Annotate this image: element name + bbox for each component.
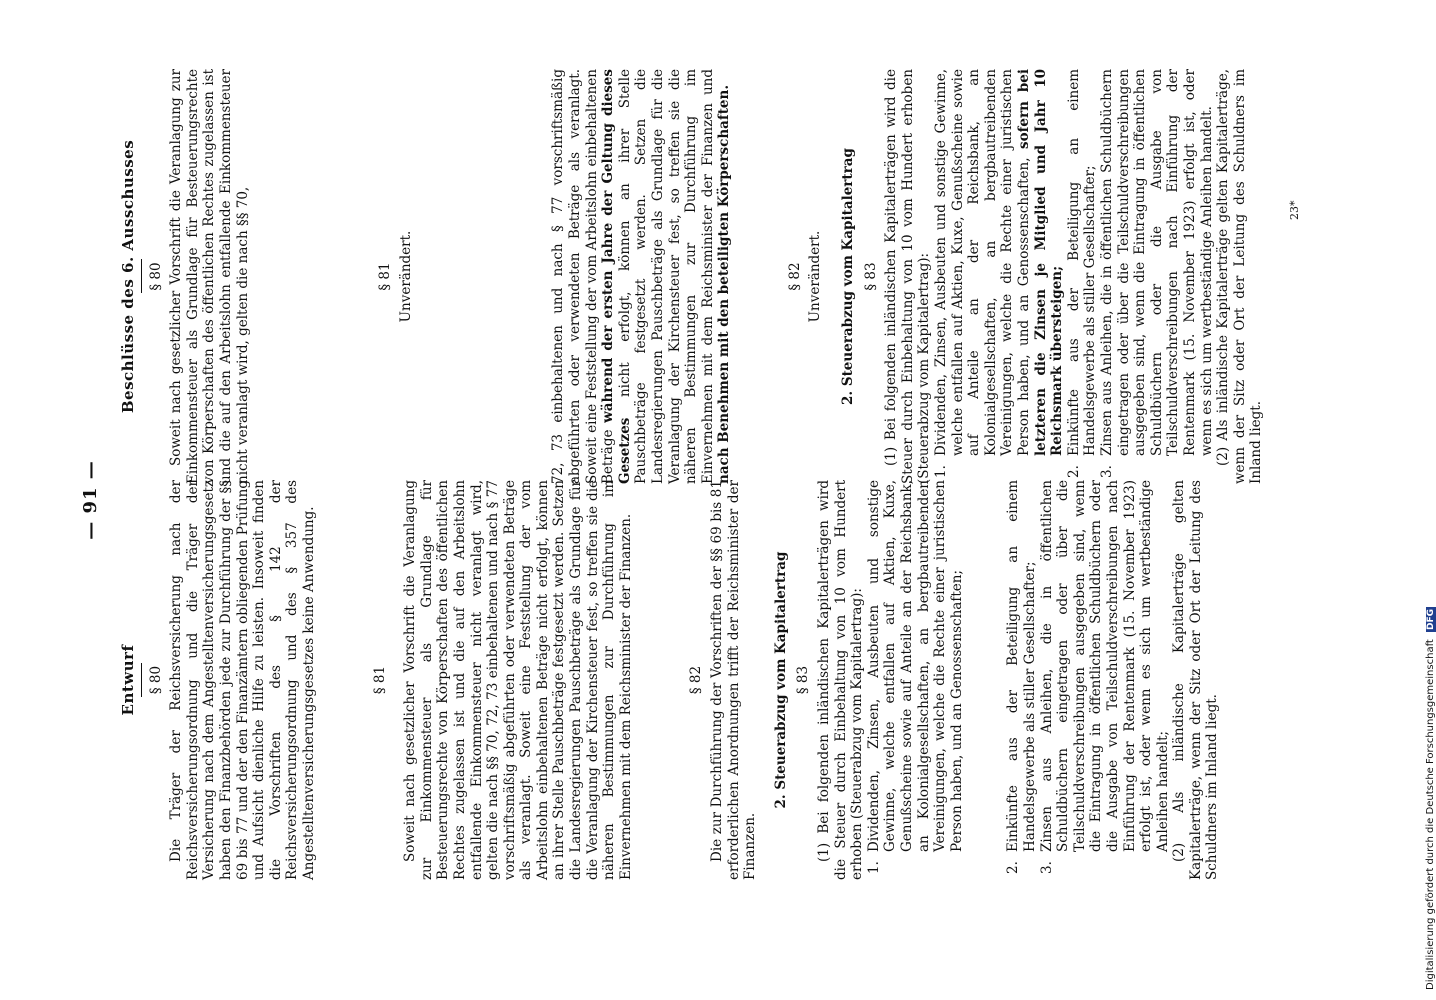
section-80-text: Die Träger der Reichsversicherung nach der Reichsversicherungsordnung und die Träger der Versicherung nach dem Angestelltenversicherungsgesetz haben den Finanzbehörden jede zur Durchführung der §§ 69 bis 77 und der den Finanzämtern obliegenden Prüfung und Aufsicht dienliche Hilfe zu leisten. Insoweit finden die Vorschriften des § 142 der Reichsversicherungsordnung und des § 357 des Angestelltenversicherungsgesetzes keine Anwendung. [168,480,317,880]
section-heading-81: § 81 [377,262,394,291]
digitization-credit [1416,10,1434,990]
section-83-para-1: (1) Bei folgenden inländischen Kapitalerträgen wird die Steuer durch Einbehaltung von 10 vom Hundert erhoben (Steuerabzug vom Kapitalertrag): [883,69,933,484]
column-title-entwurf: Entwurf [119,644,137,716]
section-heading-83: § 83 [795,665,812,695]
list-item: 1. Dividenden, Zinsen, Ausbeuten und sonstige Gewinne, welche entfallen auf Aktien, Kuxe, Genußscheine sowie auf Anteile an der Reichsbank, an Kolonialgesellschaften, an bergbautreibenden Vereinigungen, welche die Rechte einer juristischen Person haben, und an Genossenschaften, sofern bei letzteren die Zinsen je Mitglied und Jahr 10 Reichsmark übersteigen; [933,69,1066,478]
amendment-bold-3: sofern bei letzteren die Zinsen je Mitglied und Jahr 10 Reichsmark übersteigen; [1016,69,1066,456]
section-80-continuation: 72, 73 einbehaltenen und nach § 77 vorschriftsmäßig abgeführten oder verwendeten Beträge als veranlagt. Soweit eine Feststellung der vom Arbeitslohn einbehaltenen Beträge während der ersten Jahre der Geltung dieses Gesetzes nicht erfolgt, können an ihrer Stelle Pauschbeträge festgesetzt werden. Setzen die Landesregierungen Pauschbeträge als Grundlage für die Veranlagung der Kirchensteuer fest, so treffen sie die näheren Bestimmungen zur Durchführung im Einvernehmen mit dem Reichsminister der Finanzen und nach Benehmen mit den beteiligten Körperschaften. [550,69,733,484]
section-heading-83: § 83 [862,262,879,291]
column-beschluesse [120,69,1265,484]
amendment-bold-1: während der ersten Jahre der Geltung dieses Gesetzes [600,69,633,484]
section-83-para-2: (2) Als inländische Kapitalerträge gelten Kapitalerträge, wenn der Sitz oder Ort der Leitung des Schuldners im Inland liegt. [1215,69,1265,484]
section-82-unchanged: Unverändert. [807,230,824,323]
list-item: 2. Einkünfte aus der Beteiligung an einem Handelsgewerbe als stiller Gesellschafter; [1065,69,1099,478]
section-heading-80: § 80 [147,262,164,291]
amendment-bold-2: nach Benehmen mit den beteiligten Körperschaften. [716,84,733,484]
section-81-text: Soweit nach gesetzlicher Vorschrift die Veranlagung zur Einkommensteuer als Grundlage für Besteuerungsrechte von Körperschaften des öffentlichen Rechtes zugelassen ist und die auf den Arbeitslohn entfallende Einkommensteuer nicht veranlagt wird, gelten die nach §§ 70, 72, 73 einbehaltenen und nach § 77 vorschriftsmäßig abgeführten oder verwendeten Beträge als veranlagt. Soweit eine Feststellung der vom Arbeitslohn einbehaltenen Beträge nicht erfolgt, können an ihrer Stelle Pauschbeträge festgesetzt werden. Setzen die Landesregierungen Pauschbeträge als Grundlage für die Veranlagung der Kirchensteuer fest, so treffen sie die näheren Bestimmungen zur Durchführung im Einvernehmen mit dem Reichsminister der Finanzen. [402,480,634,880]
subheading-steuerabzug: 2. Steuerabzug vom Kapitalertrag [772,551,789,809]
column-title-beschluesse: Beschlüsse des 6. Ausschusses [119,139,137,414]
signature-footnote: 23* [1288,200,1301,220]
title-rule [141,260,142,294]
section-83-para-2: (2) Als inländische Kapitalerträge gelten Kapitalerträge, wenn der Sitz oder Ort der Leitung des Schuldners im Inland liegt. [1171,480,1221,880]
section-83-para-1: (1) Bei folgenden inländischen Kapitalerträgen wird die Steuer durch Einbehaltung von 10 vom Hundert erhoben (Steuerabzug vom Kapitalertrag): [816,480,866,880]
subheading-steuerabzug: 2. Steuerabzug vom Kapitalertrag [840,148,857,405]
list-item: 3. Zinsen aus Anleihen, die in öffentlichen Schuldbüchern eingetragen oder über die Teilschuldverschreibungen ausgegeben sind, wenn die Eintragung in öffentlichen Schuldbüchern oder die Ausgabe von Teilschuldverschreibungen nach Einführung der Rentenmark (15. November 1923) erfolgt ist, oder wenn es sich um wertbeständige Anleihen handelt; [1038,480,1171,874]
page-number: — 91 — [80,460,101,540]
title-rule [141,663,142,697]
section-heading-80: § 80 [147,665,164,695]
list-item: 2. Einkünfte aus der Beteiligung an einem Handelsgewerbe als stiller Gesellschafter; [1005,480,1038,874]
dfg-logo: DFG [1426,608,1436,630]
section-82-text: Die zur Durchführung der Vorschriften der §§ 69 bis 81 erforderlichen Anordnungen trifft der Reichsminister der Finanzen. [709,480,759,880]
section-heading-82: § 82 [688,665,705,695]
list-item: 3. Zinsen aus Anleihen, die in öffentlichen Schuldbüchern eingetragen oder über die Teilschuldverschreibungen ausgegeben sind, wenn die Eintragung in öffentlichen Schuldbüchern oder die Ausgabe von Teilschuldverschreibungen nach Einführung der Rentenmark (15. November 1923) erfolgt ist, oder wenn es sich um wertbeständige Anleihen handelt. [1098,69,1215,478]
section-heading-82: § 82 [786,262,803,291]
column-entwurf [120,480,1221,880]
section-81-unchanged: Unverändert. [397,230,414,323]
list-item: 1. Dividenden, Zinsen, Ausbeuten und sonstige Gewinne, welche entfallen auf Aktien, Kuxe, Genußscheine sowie auf Anteile an der Reichsbank, an Kolonialgesellschaften, an bergbautreibenden Vereinigungen, welche die Rechte einer juristischen Person haben, und an Genossenschaften; [865,480,965,874]
section-80-text: Soweit nach gesetzlicher Vorschrift die Veranlagung zur Einkommensteuer als Grundlage für Besteuerungsrechte von Körperschaften des öffentlichen Rechtes zugelassen ist und die auf den Arbeitslohn entfallende Einkommensteuer nicht veranlagt wird, gelten die nach §§ 70, [168,69,251,484]
digitization-credit-text: Digitalisierung gefördert durch die Deutsche Forschungsgemeinschaft [1425,639,1436,990]
section-heading-81: § 81 [371,665,388,695]
